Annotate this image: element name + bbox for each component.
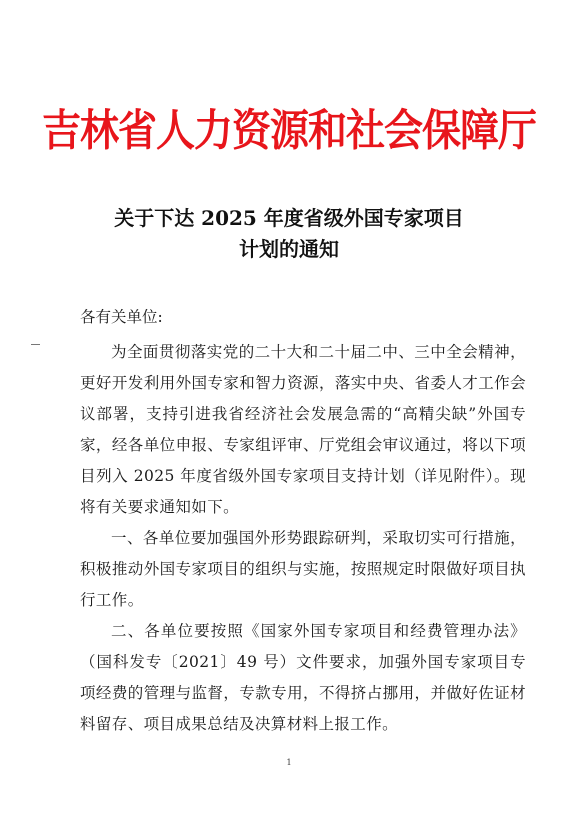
margin-mark <box>31 344 40 345</box>
document-title <box>0 203 578 265</box>
paragraph-item-1: 一、各单位要加强国外形势跟踪研判，采取切实可行措施，积极推动外国专家项目的组织与实施，按照规定时限做好项目执行工作。 <box>80 529 526 609</box>
paragraph-item-2: 二、各单位要按照《国家外国专家项目和经费管理办法》（国科发专〔2021〕49 号）文件要求，加强外国专家项目专项经费的管理与监督，专款专用，不得挤占挪用，并做好佐证材料留存、项目成果总结及决算材料上报工作。 <box>80 622 526 733</box>
document-body <box>80 337 526 740</box>
document-title-line-2: 计划的通知 <box>239 237 339 261</box>
issuing-authority-header: 吉林省人力资源和社会保障厅 <box>41 105 536 157</box>
paragraph-intro: 为全面贯彻落实党的二十大和二十届二中、三中全会精神，更好开发利用外国专家和智力资源，落实中央、省委人才工作会议部署，支持引进我省经济社会发展急需的“高精尖缺”外国专家，经各单位申报、专家组评审、厅党组会审议通过，将以下项目列入 2025 年度省级外国专家项目支持计划（详见附件）。现将有关要求通知如下。 <box>80 343 526 516</box>
salutation: 各有关单位: <box>80 308 163 326</box>
document-title-line-1: 关于下达 2025 年度省级外国专家项目 <box>114 206 464 230</box>
page-number: 1 <box>286 758 292 767</box>
